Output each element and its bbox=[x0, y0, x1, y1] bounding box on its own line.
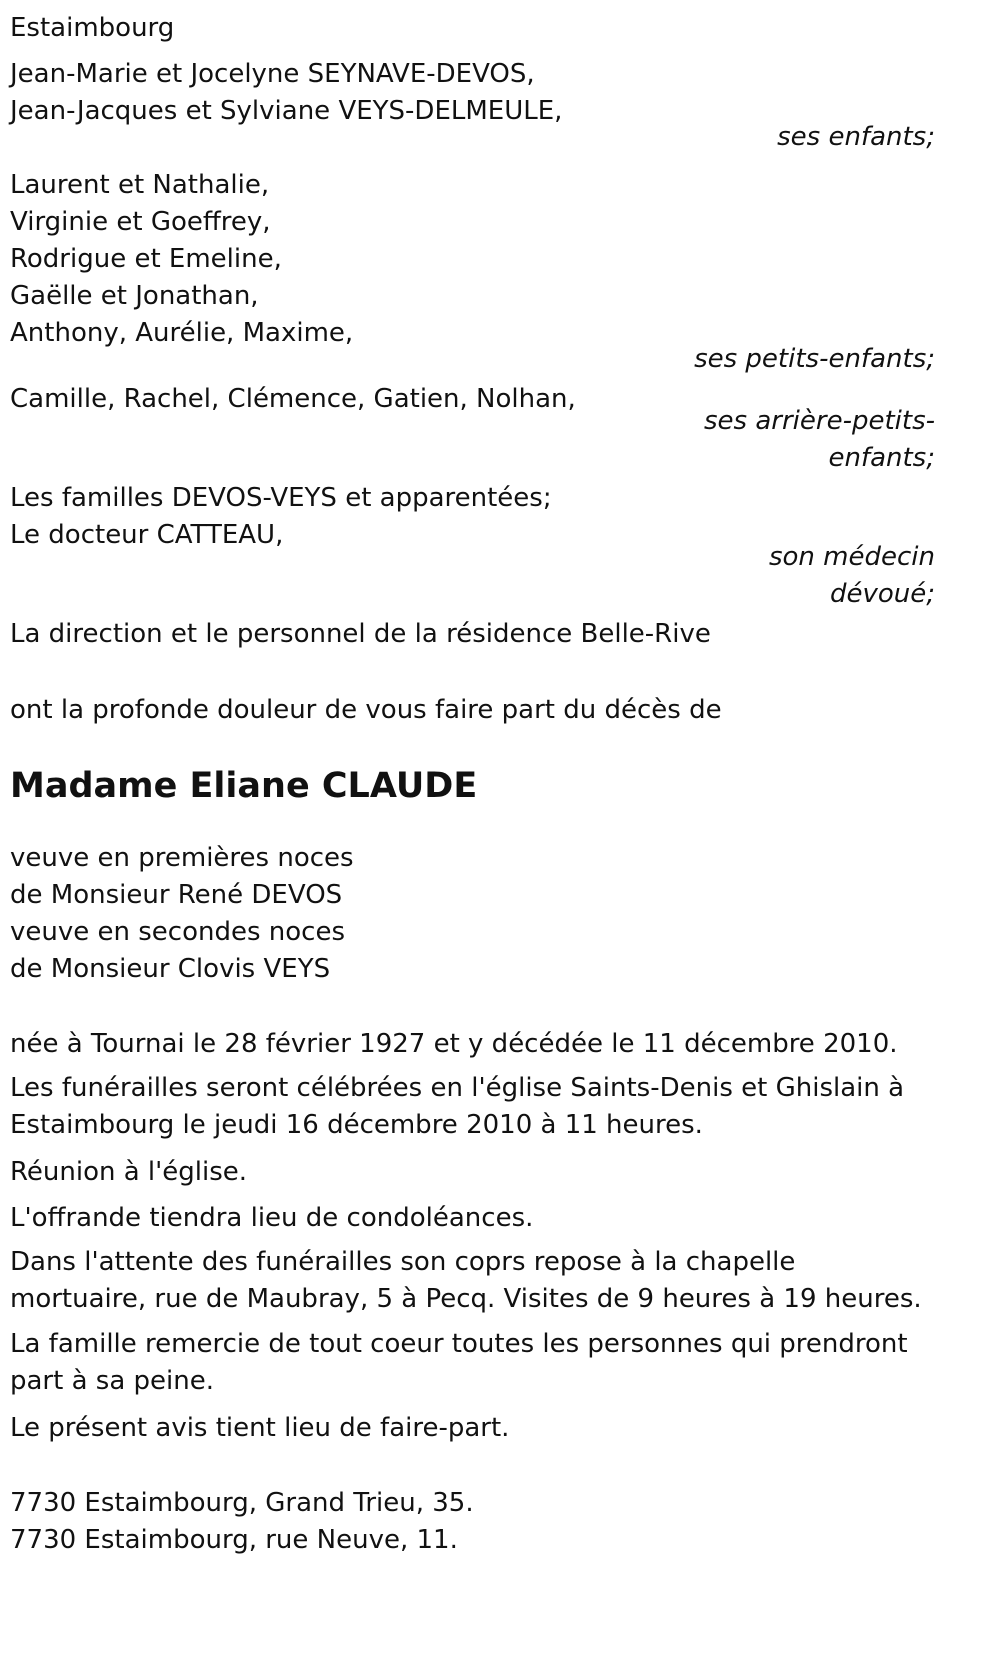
birth-death-line: née à Tournai le 28 février 1927 et y décédée le 11 décembre 2010. bbox=[10, 1029, 898, 1059]
address-line: 7730 Estaimbourg, rue Neuve, 11. bbox=[10, 1525, 458, 1555]
great-grandchildren-line: Camille, Rachel, Clémence, Gatien, Nolhan, bbox=[10, 384, 576, 414]
grandchildren-line: Virginie et Goeffrey, bbox=[10, 207, 271, 237]
place-name: Estaimbourg bbox=[10, 13, 175, 43]
great-grandchildren-role: ses arrière-petits- bbox=[704, 406, 935, 436]
families-line: Les familles DEVOS-VEYS et apparentées; bbox=[10, 483, 552, 513]
notice-line: Le présent avis tient lieu de faire-part. bbox=[10, 1413, 510, 1443]
grandchildren-line: Anthony, Aurélie, Maxime, bbox=[10, 318, 354, 348]
thanks-line: La famille remercie de tout coeur toutes les personnes qui prendront part à sa peine. bbox=[10, 1329, 908, 1396]
great-grandchildren-role: enfants; bbox=[828, 443, 935, 473]
great-grandchildren-block bbox=[10, 379, 935, 478]
widow-line: de Monsieur Clovis VEYS bbox=[10, 954, 331, 984]
offering-line: L'offrande tiendra lieu de condoléances. bbox=[10, 1203, 534, 1233]
details-block bbox=[10, 1024, 935, 1448]
children-role: ses enfants; bbox=[777, 122, 935, 152]
doctor-role: dévoué; bbox=[829, 579, 935, 609]
widow-block bbox=[10, 838, 935, 989]
families-block bbox=[10, 478, 935, 614]
address-block bbox=[10, 1483, 935, 1560]
children-line: Jean-Jacques et Sylviane VEYS-DELMEULE, bbox=[10, 96, 563, 126]
chapel-line: Dans l'attente des funérailles son coprs repose à la chapelle mortuaire, rue de Maubray, 5 à Pecq. Visites de 9 heures à 19 heures. bbox=[10, 1247, 922, 1314]
grandchildren-line: Gaëlle et Jonathan, bbox=[10, 281, 259, 311]
widow-line: veuve en secondes noces bbox=[10, 917, 346, 947]
children-line: Jean-Marie et Jocelyne SEYNAVE-DEVOS, bbox=[10, 59, 535, 89]
grandchildren-block bbox=[10, 165, 935, 379]
grandchildren-line: Laurent et Nathalie, bbox=[10, 170, 270, 200]
address-line: 7730 Estaimbourg, Grand Trieu, 35. bbox=[10, 1488, 474, 1518]
widow-line: veuve en premières noces bbox=[10, 843, 354, 873]
death-notice bbox=[10, 8, 935, 1560]
residence-line: La direction et le personnel de la résidence Belle-Rive bbox=[10, 619, 711, 649]
families-line: Le docteur CATTEAU, bbox=[10, 520, 284, 550]
widow-line: de Monsieur René DEVOS bbox=[10, 880, 343, 910]
funeral-line: Les funérailles seront célébrées en l'église Saints-Denis et Ghislain à Estaimbourg le jeudi 16 décembre 2010 à 11 heures. bbox=[10, 1073, 905, 1140]
meeting-line: Réunion à l'église. bbox=[10, 1157, 248, 1187]
grandchildren-role: ses petits-enfants; bbox=[694, 344, 935, 374]
grandchildren-line: Rodrigue et Emeline, bbox=[10, 244, 282, 274]
children-block bbox=[10, 54, 935, 157]
doctor-role: son médecin bbox=[768, 542, 935, 572]
announcement-line: ont la profonde douleur de vous faire part du décès de bbox=[10, 695, 722, 725]
deceased-name: Madame Eliane CLAUDE bbox=[10, 766, 478, 806]
